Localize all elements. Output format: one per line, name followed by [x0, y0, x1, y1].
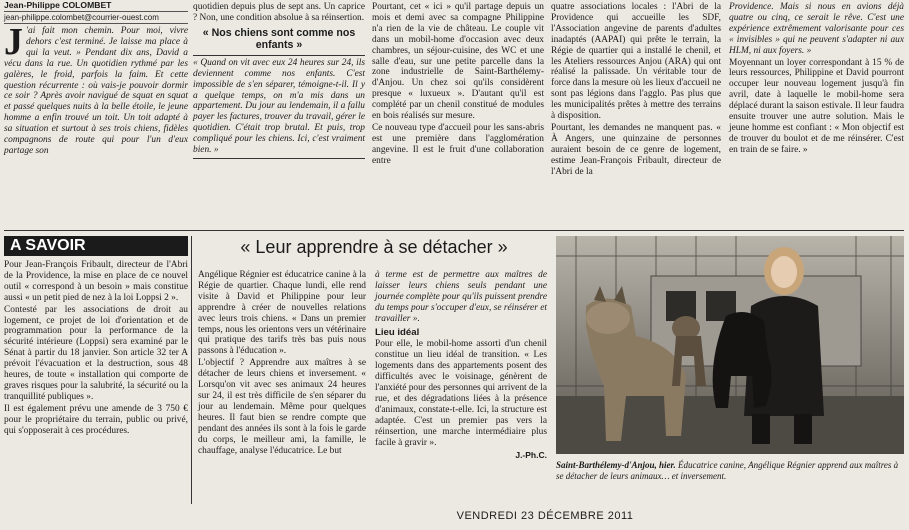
- col5-paragraph-1: Providence. Mais si nous en avions déjà quatre ou cinq, ce serait le rêve. C'est une expérience extrêmement valorisante pour ces « invisibles » qui ne peuvent s'adapter ni aux HLM, ni aux foyers. »: [729, 2, 904, 56]
- savoir-paragraph-1: Pour Jean-François Fribault, directeur de l'Abri de la Providence, la mise en place de ce nouvel outil « correspond à un besoin » mais constitue aussi « un petit pied de nez à la loi Loppsi 2 ».: [4, 260, 188, 303]
- col1-paragraph: 'ai fait mon chemin. Pour moi, vivre dehors c'est terminé. Je laisse ma place à qui la veut. » Pendant dix ans, David a vécu dans la rue. Un quotidien rythmé par les galères, le froid, parfois la faim. Et cette question récurrente : où vais-je pouvoir dormir ce soir ? Après avoir navigué de squat en squat et passé quelques nuits à la belle étoile, le jeune homme a enfin trouvé un toit. Un toit adapté à sa situation et surtout à ses trois chiens, fidèles compagnons de route qui pour l'un d'eux partage son: [4, 26, 188, 156]
- subheading-lieu-ideal: Lieu idéal: [375, 326, 420, 338]
- article-column-1: [4, 21, 188, 158]
- caption-text: Éducatrice canine, Angélique Régnier apprend aux maîtres à se détacher de leurs animaux… et inversement.: [556, 460, 899, 481]
- col4-paragraph-2: Pourtant, les demandes ne manquent pas. « À Angers, une quinzaine de personnes auraient besoin de ce genre de logement, estime Jean-François Fribault, directeur de l'Abri de la: [551, 122, 721, 177]
- article-column-7: [375, 270, 547, 460]
- section-divider: [4, 230, 904, 231]
- col3-paragraph-1: Pourtant, cet « ici » qu'il partage depuis un mois et demi avec sa compagne Philippine n'a rien de la vie de château. Le couple vit dans un mobil-home d'occasion avec deux chambres, un séjour-cuisine, des WC et une salle d'eau, sur une petite parcelle dans la zone industrielle de Saint-Barthélemy-d'Anjou. Un chez soi qu'ils considèrent presque « luxueux ». D'autant qu'il est complété par un chenil constitué de modules en bois réalisés sur mesure.: [372, 2, 544, 122]
- article-headline: « Leur apprendre à se détacher »: [240, 237, 508, 257]
- photo-woman-with-dogs: [556, 236, 904, 454]
- col6-paragraph-2: L'objectif ? Apprendre aux maîtres à se détacher de leurs chiens et inversement. « Lorsqu'on vit avec ses animaux 24 heures sur 24, il est très difficile de s'en séparer du jour au lendemain. Même pour quelques heures. Il faut bien se rendre compte que pendant des années ils sont à la fois le garde du corps, le meilleur ami, la famille, le chauffage, analyse l'éducatrice. Le but: [198, 358, 366, 456]
- a-savoir-column: [4, 260, 188, 438]
- savoir-paragraph-3: Il est également prévu une amende de 3 750 € pour le propriétaire du terrain, public ou privé, qui s'opposerait à ces procédures.: [4, 403, 188, 436]
- photo-caption: [556, 460, 904, 481]
- col2-paragraph: quotidien depuis plus de sept ans. Un caprice ? Non, une condition absolue à sa réinsertion.: [193, 2, 365, 23]
- article-column-2: [193, 2, 365, 160]
- a-savoir-banner: A SAVOIR: [4, 236, 188, 256]
- byline: [4, 0, 188, 24]
- author-name: Jean-Philippe COLOMBET: [4, 0, 188, 12]
- article-column-5: [729, 2, 904, 157]
- subheading: « Nos chiens sont comme nos enfants »: [202, 26, 356, 51]
- author-initials: J.-Ph.C.: [515, 449, 547, 460]
- article-column-4: [551, 2, 721, 179]
- savoir-paragraph-2: Contesté par les associations de droit au logement, ce projet de loi d'orientation et de programmation pour la performance de la sécurité intérieure (Loppsi) sera examiné par le Sénat à partir du 18 janvier. Son article 32 ter A prévoit l'évacuation et la destruction, sous 48 heures, de toute « installation qui comporte de graves risques pour la salubrité, la sécurité ou la tranquillité publiques ».: [4, 304, 188, 402]
- pull-quote: « Quand on vit avec eux 24 heures sur 24, ils deviennent comme nos enfants. C'est impossible de s'en séparer, témoigne-t-il. Il y a quelque temps, on m'a mis dans un appartement. Du jour au lendemain, il a fallu payer les factures, trouver du travail, gérer le quotidien. C'était trop brutal. Et puis, trop compliqué pour les chiens. Ici, c'est vraiment bien. »: [193, 55, 365, 159]
- article-photo: [556, 236, 904, 454]
- col3-paragraph-2: Ce nouveau type d'accueil pour les sans-abris est une première dans l'agglomération angevine. Il est le fruit d'une collaboration entre: [372, 122, 544, 166]
- article-column-3: [372, 2, 544, 168]
- caption-location: Saint-Barthélemy-d'Anjou, hier.: [556, 460, 676, 470]
- author-email: jean-philippe.colombet@courrier-ouest.com: [4, 12, 188, 24]
- column-divider: [191, 236, 192, 504]
- col5-paragraph-2: Moyennant un loyer correspondant à 15 % de leurs ressources, Philippine et David pourront occuper leur nouveau logement jusqu'à fin avril, date à laquelle le mobil-home sera déplacé durant la saison estivale. Il leur faudra ensuite trouver une autre solution. Mais le jeune homme est confiant : « Mon objectif est de trouver du boulot et de me réinsérer. C'est en train de se faire. »: [729, 57, 904, 155]
- col6-paragraph-1: Angélique Régnier est éducatrice canine à la Régie de quartier. Chaque lundi, elle rend visite à David et Philippine pour leur apprendre à créer de nouvelles relations avec leurs trois chiens. « Dans un premier temps, nous les orientons vers un vétérinaire qui pratique des tarifs très bas puis nous passons à l'éducation ».: [198, 270, 366, 357]
- drop-cap: J: [4, 21, 23, 63]
- col7-paragraph-1: à terme est de permettre aux maîtres de laisser leurs chiens seuls pendant une journée complète pour qu'ils puissent prendre du temps pour s'occuper d'eux, se réinsérer et travailler ».: [375, 270, 547, 324]
- article-column-6: [198, 270, 366, 457]
- col4-paragraph-1: quatre associations locales : l'Abri de la Providence qui accueille les SDF, l'Association angevine de parents d'adultes inadaptés (AAPAI) qui prête le terrain, la Régie de quartier qui a installé le chenil, et les Ateliers ressources Anjou (ARA) qui ont réalisé la palissade. Un véritable tour de force dans la mesure où les lieux d'accueil ne sont pas légions dans l'agglo. Pas plus que les municipalités prêtes à mettre des terrains à disposition.: [551, 2, 721, 122]
- col7-paragraph-2: Pour elle, le mobil-home assorti d'un chenil constitue un lieu idéal de transition. « Les logements dans des appartements posent des difficultés avec le voisinage, génèrent de l'anxiété pour des personnes qui arrivent de la rue, et des dégradations liées à la présence d'animaux, constate-t-elle. Ici, la structure est adaptée. C'est un premier pas vers la réinsertion, une marche intermédiaire plus facile à gravir ».: [375, 339, 547, 448]
- page-date-footer: VENDREDI 23 DÉCEMBRE 2011: [456, 510, 634, 522]
